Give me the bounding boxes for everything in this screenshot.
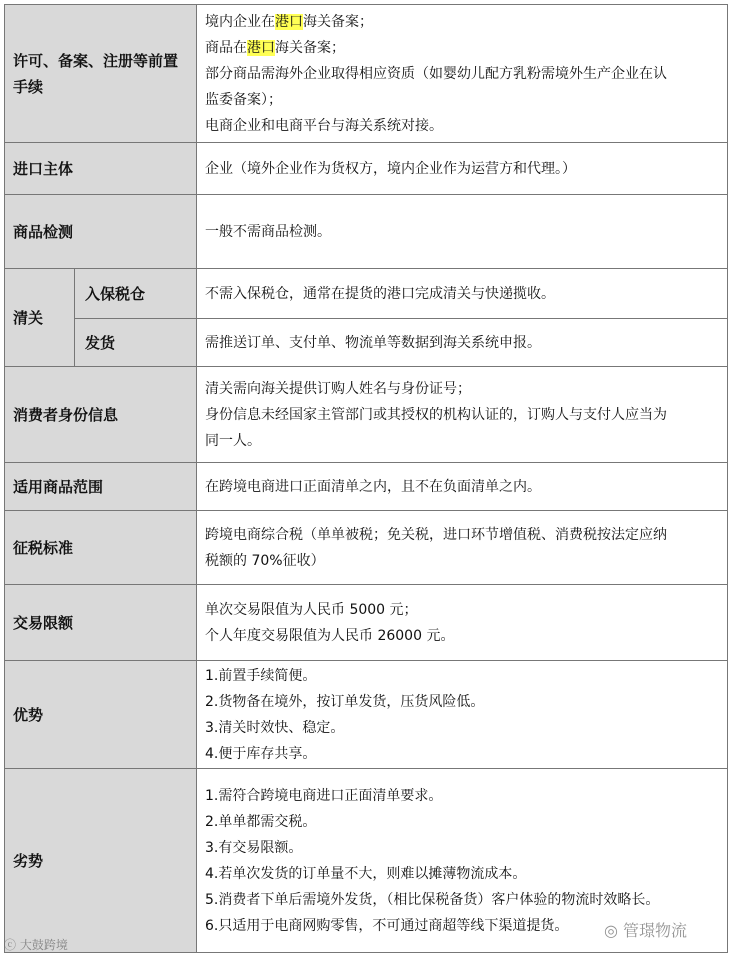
limit-line: 单次交易限值为人民币 5000 元；: [205, 601, 418, 618]
watermark-right: ◎ 管璟物流: [604, 921, 688, 940]
row-header-limit: 交易限额: [5, 585, 197, 661]
advantage-line: 3.清关时效快、稳定。: [205, 719, 345, 736]
highlight: 港口: [275, 13, 304, 30]
license-line: 电商企业和电商平台与海关系统对接。: [205, 117, 444, 134]
advantage-line: 4.便于库存共享。: [205, 745, 317, 762]
row-header-license: 许可、备案、注册等前置手续: [5, 5, 197, 143]
row-clearance-bonded: [5, 269, 728, 319]
tax-line: 税额的 70%征收）: [205, 552, 325, 569]
wechat-icon: ◎: [604, 921, 624, 940]
disadvantage-line: 4.若单次发货的订单量不大，则难以摊薄物流成本。: [205, 865, 527, 882]
row-header-tax: 征税标准: [5, 511, 197, 585]
tax-line: 跨境电商综合税（单单被税；免关税，进口环节增值税、消费税按法定应纳: [205, 526, 668, 543]
disadvantage-line: 2.单单都需交税。: [205, 813, 317, 830]
row-content-scope: 在跨境电商进口正面清单之内，且不在负面清单之内。: [197, 463, 728, 511]
comparison-table: [4, 4, 728, 953]
watermark-logo-icon: ⓒ: [4, 938, 20, 952]
row-limit: [5, 585, 728, 661]
identity-line: 同一人。: [205, 432, 262, 449]
row-content-advantages: [197, 661, 728, 769]
license-line: 商品在港口海关备案；: [205, 39, 346, 56]
disadvantage-line: 1.需符合跨境电商进口正面清单要求。: [205, 787, 443, 804]
license-line: 监委备案）；: [205, 91, 283, 108]
row-content-license: [197, 5, 728, 143]
row-content-shipping: 需推送订单、支付单、物流单等数据到海关系统申报。: [197, 319, 728, 367]
license-line: 境内企业在港口海关备案；: [205, 13, 374, 30]
row-header-subject: 进口主体: [5, 143, 197, 195]
row-license: [5, 5, 728, 143]
row-header-clearance: 清关: [5, 269, 75, 367]
row-identity: [5, 367, 728, 463]
disadvantage-line: 5.消费者下单后需境外发货，（相比保税备货）客户体验的物流时效略长。: [205, 891, 660, 908]
row-content-tax: [197, 511, 728, 585]
limit-line: 个人年度交易限值为人民币 26000 元。: [205, 627, 455, 644]
row-subject: [5, 143, 728, 195]
row-tax: [5, 511, 728, 585]
row-scope: [5, 463, 728, 511]
row-header-inspection: 商品检测: [5, 195, 197, 269]
row-content-bonded: 不需入保税仓，通常在提货的港口完成清关与快递揽收。: [197, 269, 728, 319]
identity-line: 清关需向海关提供订购人姓名与身份证号；: [205, 380, 472, 397]
identity-line: 身份信息未经国家主管部门或其授权的机构认证的，订购人与支付人应当为: [205, 406, 668, 423]
row-clearance-shipping: [5, 319, 728, 367]
advantage-line: 1.前置手续简便。: [205, 667, 317, 684]
row-content-identity: [197, 367, 728, 463]
row-header-identity: 消费者身份信息: [5, 367, 197, 463]
disadvantage-line: 6.只适用于电商网购零售，不可通过商超等线下渠道提货。: [205, 917, 569, 934]
license-line: 部分商品需海外企业取得相应资质（如婴幼儿配方乳粉需境外生产企业在认: [205, 65, 668, 82]
row-advantages: [5, 661, 728, 769]
sub-header-shipping: 发货: [75, 319, 197, 367]
row-content-subject: 企业（境外企业作为货权方，境内企业作为运营方和代理。）: [197, 143, 728, 195]
sub-header-bonded: 入保税仓: [75, 269, 197, 319]
row-content-inspection: 一般不需商品检测。: [197, 195, 728, 269]
highlight: 港口: [247, 39, 276, 56]
row-header-advantages: 优势: [5, 661, 197, 769]
row-header-disadvantages: 劣势: [5, 769, 197, 953]
disadvantage-line: 3.有交易限额。: [205, 839, 303, 856]
watermark-left: ⓒ 大鼓跨境: [4, 938, 68, 952]
advantage-line: 2.货物备在境外，按订单发货，压货风险低。: [205, 693, 485, 710]
row-header-scope: 适用商品范围: [5, 463, 197, 511]
row-inspection: [5, 195, 728, 269]
row-content-limit: [197, 585, 728, 661]
